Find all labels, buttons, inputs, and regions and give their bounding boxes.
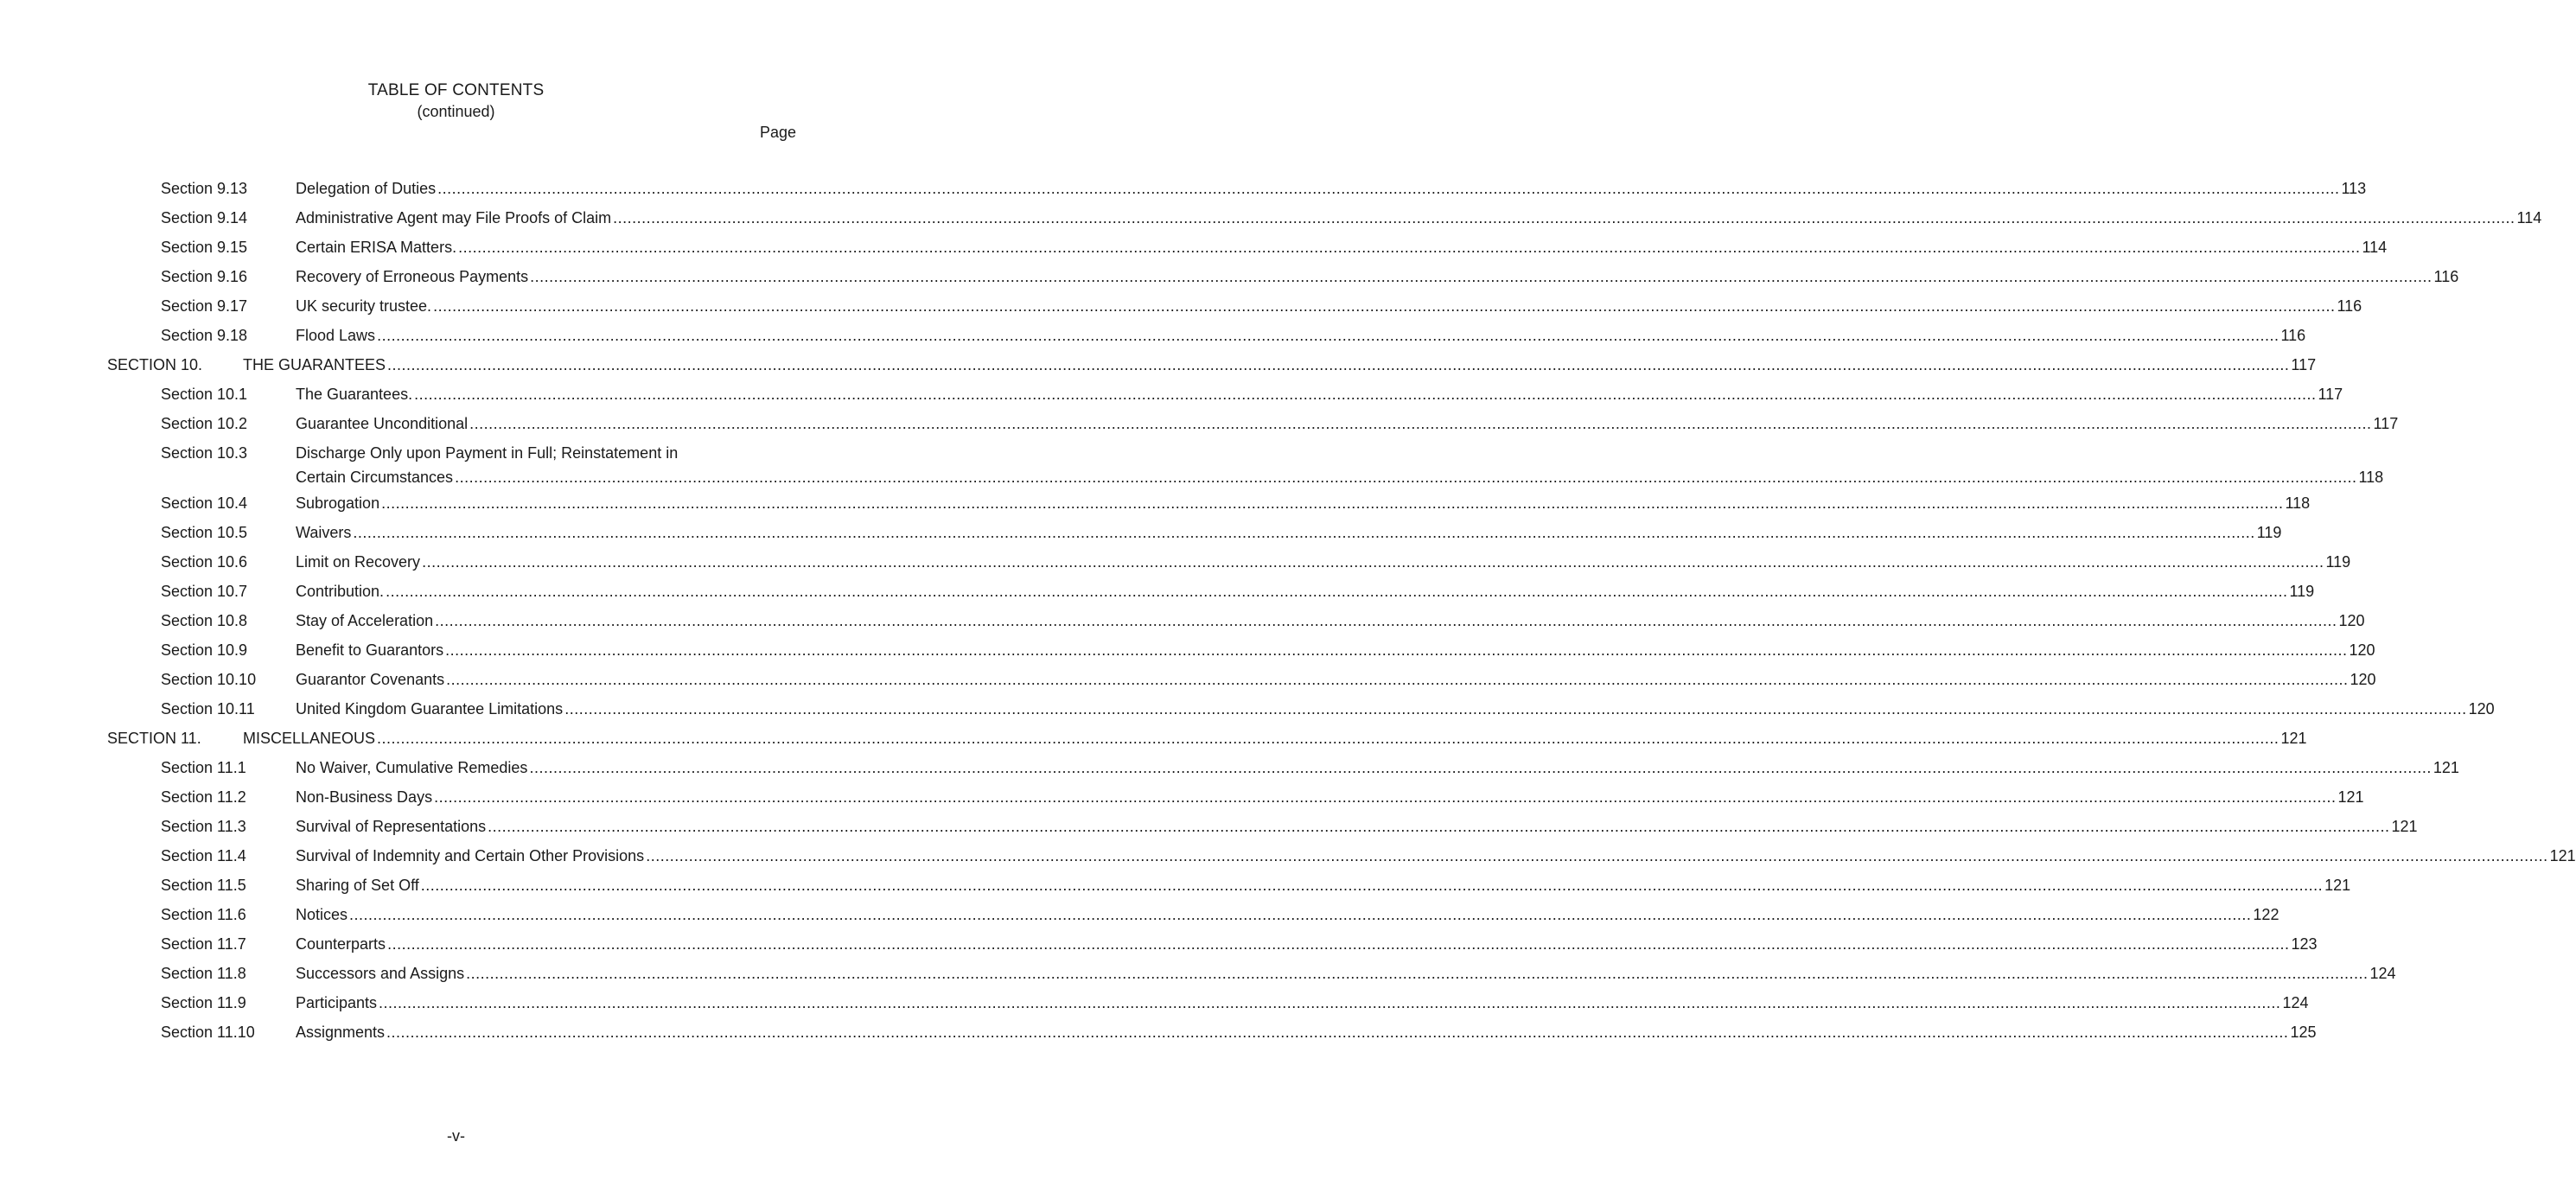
toc-entry — [0, 520, 2282, 550]
dot-leader: ................................................................................................................................................................................................................................................................................................................................................................................................................ — [386, 1024, 2289, 1041]
dot-leader: ................................................................................................................................................................................................................................................................................................................................................................................................................ — [466, 965, 2369, 982]
toc-entry-page: 118 — [2358, 469, 2384, 486]
toc-entry-page: 114 — [2516, 209, 2542, 226]
toc-entry-title: Subrogation — [296, 494, 380, 512]
toc-entry — [0, 382, 2343, 411]
toc-entry-number: SECTION 10. — [107, 356, 203, 373]
dot-leader: ................................................................................................................................................................................................................................................................................................................................................................................................................ — [646, 847, 2548, 864]
toc-entry-title: Participants — [296, 994, 378, 1011]
toc-entry-page: 119 — [2325, 553, 2351, 571]
toc-entry-title-block — [296, 873, 2351, 897]
toc-entry-title: MISCELLANEOUS — [243, 730, 376, 747]
toc-entry-number: Section 9.15 — [161, 239, 248, 256]
toc-entry-number: Section 11.10 — [161, 1024, 255, 1041]
toc-entry-title: Certain Circumstances — [296, 469, 454, 486]
toc-entry-title-block — [296, 235, 2388, 259]
toc-entry-title-block — [296, 697, 2495, 721]
toc-entry-number: Section 11.7 — [161, 935, 246, 953]
dot-leader: ................................................................................................................................................................................................................................................................................................................................................................................................................ — [488, 818, 2390, 835]
toc-subtitle: (continued) — [417, 103, 495, 120]
toc-entry — [0, 785, 2364, 814]
toc-entry-number: Section 9.18 — [161, 327, 248, 344]
toc-entry-title-block — [296, 206, 2542, 230]
toc-entry-title-block — [296, 844, 2576, 868]
toc-entry-number: Section 10.7 — [161, 583, 248, 600]
toc-entry-title-block — [296, 411, 2399, 436]
dot-leader: ................................................................................................................................................................................................................................................................................................................................................................................................................ — [420, 877, 2324, 894]
toc-entry-title: Contribution. — [296, 583, 385, 600]
dot-leader: ................................................................................................................................................................................................................................................................................................................................................................................................................ — [377, 327, 2280, 344]
toc-entry-title-block — [296, 961, 2396, 985]
toc-entry-page: 124 — [2369, 965, 2396, 982]
toc-entry-number: Section 9.17 — [161, 297, 248, 315]
toc-entry-number: Section 10.6 — [161, 553, 248, 571]
dot-leader: ................................................................................................................................................................................................................................................................................................................................................................................................................ — [445, 641, 2348, 659]
toc-entry-title: Guarantee Unconditional — [296, 415, 469, 432]
toc-entry-title-line1: Discharge Only upon Payment in Full; Reinstatement in — [296, 444, 679, 462]
toc-entry-page: 124 — [2282, 994, 2309, 1011]
toc-entry-number: Section 10.1 — [161, 386, 248, 403]
toc-entry-title-block — [296, 382, 2343, 406]
page-column-label: Page — [759, 124, 796, 141]
toc-entry — [0, 491, 2311, 520]
toc-entry-title-block — [296, 1020, 2317, 1044]
toc-entry-title: THE GUARANTEES — [243, 356, 386, 373]
dot-leader: ................................................................................................................................................................................................................................................................................................................................................................................................................ — [469, 415, 2372, 432]
toc-entry-title-block — [296, 991, 2309, 1015]
toc-entry — [0, 176, 2367, 206]
toc-entry-number: Section 10.8 — [161, 612, 248, 629]
toc-entry-number: Section 11.4 — [161, 847, 246, 864]
toc-entry-page: 123 — [2291, 935, 2318, 953]
toc-entry-page: 120 — [2350, 671, 2376, 688]
toc-entry-title: Notices — [296, 906, 348, 923]
toc-entry-title-block — [296, 323, 2306, 348]
toc-entry-title: Flood Laws — [296, 327, 376, 344]
toc-entry — [0, 609, 2365, 638]
toc-entry — [0, 991, 2309, 1020]
toc-entry-number: Section 11.2 — [161, 788, 246, 806]
toc-entry-title: Delegation of Duties — [296, 180, 437, 197]
toc-entry-page: 120 — [2349, 641, 2375, 659]
toc-entry-page: 119 — [2256, 524, 2282, 541]
toc-entry — [0, 411, 2399, 441]
toc-entry-title: United Kingdom Guarantee Limitations — [296, 700, 564, 718]
toc-entry-number: Section 10.2 — [161, 415, 248, 432]
toc-entry-page: 119 — [2289, 583, 2315, 600]
toc-entry-title-block — [296, 785, 2364, 809]
dot-leader: ................................................................................................................................................................................................................................................................................................................................................................................................................ — [353, 524, 2255, 541]
dot-leader: ................................................................................................................................................................................................................................................................................................................................................................................................................ — [437, 180, 2340, 197]
toc-entry-title-block — [243, 726, 2307, 750]
toc-entry-number: Section 10.4 — [161, 494, 248, 512]
toc-entry-title-block — [296, 932, 2318, 956]
toc-entry-title: Certain ERISA Matters. — [296, 239, 457, 256]
toc-entry-number: SECTION 11. — [107, 730, 201, 747]
toc-entry-title-block — [296, 550, 2351, 574]
toc-entry-page: 116 — [2433, 268, 2459, 285]
dot-leader: ................................................................................................................................................................................................................................................................................................................................................................................................................ — [434, 788, 2337, 806]
toc-entry — [0, 903, 2280, 932]
toc-entry-title-block — [296, 667, 2376, 692]
toc-entry-page: 125 — [2290, 1024, 2317, 1041]
toc-entry-number: Section 10.9 — [161, 641, 248, 659]
toc-entry-title: Assignments — [296, 1024, 386, 1041]
toc-entry — [0, 265, 2459, 294]
toc-list — [0, 176, 2576, 1049]
toc-entry-number: Section 11.8 — [161, 965, 246, 982]
dot-leader: ................................................................................................................................................................................................................................................................................................................................................................................................................ — [387, 356, 2290, 373]
dot-leader: ................................................................................................................................................................................................................................................................................................................................................................................................................ — [387, 935, 2290, 953]
toc-entry-number: Section 9.14 — [161, 209, 248, 226]
dot-leader: ................................................................................................................................................................................................................................................................................................................................................................................................................ — [613, 209, 2515, 226]
toc-entry-page: 114 — [2362, 239, 2388, 256]
dot-leader: ................................................................................................................................................................................................................................................................................................................................................................................................................ — [435, 612, 2337, 629]
dot-leader: ................................................................................................................................................................................................................................................................................................................................................................................................................ — [422, 553, 2324, 571]
toc-entry-title: The Guarantees. — [296, 386, 413, 403]
toc-entry — [0, 323, 2306, 353]
toc-entry-number: Section 11.1 — [161, 759, 246, 776]
toc-entry-title-block — [296, 520, 2282, 545]
toc-entry-title: Sharing of Set Off — [296, 877, 419, 894]
toc-entry-number: Section 11.5 — [161, 877, 246, 894]
toc-entry-title-block — [296, 441, 2384, 489]
toc-entry — [0, 697, 2495, 726]
toc-entry-title-block — [296, 903, 2280, 927]
toc-entry — [0, 638, 2375, 667]
dot-leader: ................................................................................................................................................................................................................................................................................................................................................................................................................ — [381, 494, 2284, 512]
toc-entry — [0, 441, 2384, 491]
dot-leader: ................................................................................................................................................................................................................................................................................................................................................................................................................ — [386, 583, 2288, 600]
toc-entry-page: 121 — [2280, 730, 2307, 747]
dot-leader: ................................................................................................................................................................................................................................................................................................................................................................................................................ — [433, 297, 2336, 315]
toc-entry-title-block — [296, 294, 2362, 318]
toc-entry-page: 116 — [2280, 327, 2306, 344]
toc-entry-number: Section 11.9 — [161, 994, 246, 1011]
dot-leader: ................................................................................................................................................................................................................................................................................................................................................................................................................ — [446, 671, 2349, 688]
toc-entry-number: Section 10.5 — [161, 524, 248, 541]
toc-entry-title: Recovery of Erroneous Payments — [296, 268, 529, 285]
toc-major-entry — [0, 726, 2307, 756]
dot-leader: ................................................................................................................................................................................................................................................................................................................................................................................................................ — [458, 239, 2361, 256]
toc-entry-title: Limit on Recovery — [296, 553, 421, 571]
toc-entry-title: Survival of Representations — [296, 818, 487, 835]
toc-entry-page: 120 — [2338, 612, 2365, 629]
toc-entry-number: Section 11.3 — [161, 818, 246, 835]
toc-major-entry — [0, 353, 2317, 382]
toc-entry-number: Section 9.16 — [161, 268, 248, 285]
toc-entry-title-block — [296, 756, 2459, 780]
toc-entry-number: Section 9.13 — [161, 180, 248, 197]
page-number: -v- — [447, 1127, 465, 1145]
toc-entry-page: 117 — [2318, 386, 2343, 403]
toc-entry-page: 121 — [2324, 877, 2351, 894]
toc-entry-title-block — [296, 491, 2311, 515]
toc-entry — [0, 667, 2376, 697]
toc-entry-page: 117 — [2373, 415, 2399, 432]
toc-entry-page: 122 — [2253, 906, 2280, 923]
toc-entry-title: Administrative Agent may File Proofs of Claim — [296, 209, 612, 226]
toc-entry — [0, 932, 2318, 961]
toc-entry-title-block — [296, 579, 2315, 603]
dot-leader: ................................................................................................................................................................................................................................................................................................................................................................................................................ — [414, 386, 2317, 403]
toc-entry — [0, 235, 2388, 265]
toc-entry-title: No Waiver, Cumulative Remedies — [296, 759, 528, 776]
toc-entry-title: Benefit to Guarantors — [296, 641, 444, 659]
toc-entry-number: Section 10.3 — [161, 444, 248, 462]
toc-entry-page: 118 — [2285, 494, 2311, 512]
toc-entry — [0, 756, 2459, 785]
toc-entry-title-block — [296, 265, 2459, 289]
toc-entry-title: Waivers — [296, 524, 352, 541]
toc-entry — [0, 814, 2418, 844]
toc-entry-title: Guarantor Covenants — [296, 671, 445, 688]
toc-entry-title: Stay of Acceleration — [296, 612, 434, 629]
toc-entry-page: 121 — [2391, 818, 2418, 835]
dot-leader: ................................................................................................................................................................................................................................................................................................................................................................................................................ — [530, 268, 2433, 285]
toc-entry-page: 121 — [2549, 847, 2576, 864]
toc-entry-title-block — [296, 814, 2418, 839]
toc-entry-page: 121 — [2433, 759, 2459, 776]
toc-entry-title: UK security trustee. — [296, 297, 432, 315]
dot-leader: ................................................................................................................................................................................................................................................................................................................................................................................................................ — [377, 730, 2280, 747]
toc-entry-title: Counterparts — [296, 935, 386, 953]
toc-entry-page: 120 — [2468, 700, 2495, 718]
toc-entry — [0, 873, 2351, 903]
toc-entry-title: Survival of Indemnity and Certain Other Provisions — [296, 847, 645, 864]
toc-entry-title-block — [296, 638, 2375, 662]
toc-entry — [0, 844, 2576, 873]
dot-leader: ................................................................................................................................................................................................................................................................................................................................................................................................................ — [455, 469, 2357, 486]
dot-leader: ................................................................................................................................................................................................................................................................................................................................................................................................................ — [379, 994, 2281, 1011]
toc-entry — [0, 961, 2396, 991]
toc-entry — [0, 579, 2315, 609]
toc-entry-number: Section 10.10 — [161, 671, 257, 688]
toc-entry-title-block — [243, 353, 2317, 377]
toc-entry-title-block — [296, 176, 2367, 201]
toc-entry-page: 116 — [2337, 297, 2362, 315]
toc-entry — [0, 206, 2542, 235]
dot-leader: ................................................................................................................................................................................................................................................................................................................................................................................................................ — [564, 700, 2467, 718]
toc-entry-page: 113 — [2341, 180, 2367, 197]
dot-leader: ................................................................................................................................................................................................................................................................................................................................................................................................................ — [349, 906, 2252, 923]
toc-entry-number: Section 11.6 — [161, 906, 246, 923]
toc-entry-page: 117 — [2291, 356, 2317, 373]
toc-title: TABLE OF CONTENTS — [367, 81, 545, 99]
dot-leader: ................................................................................................................................................................................................................................................................................................................................................................................................................ — [529, 759, 2432, 776]
toc-entry — [0, 1020, 2317, 1049]
toc-entry-number: Section 10.11 — [161, 700, 255, 718]
toc-entry-title-block — [296, 609, 2365, 633]
toc-entry — [0, 550, 2351, 579]
toc-entry — [0, 294, 2362, 323]
toc-entry-title: Successors and Assigns — [296, 965, 465, 982]
toc-entry-page: 121 — [2337, 788, 2364, 806]
toc-entry-title: Non-Business Days — [296, 788, 433, 806]
